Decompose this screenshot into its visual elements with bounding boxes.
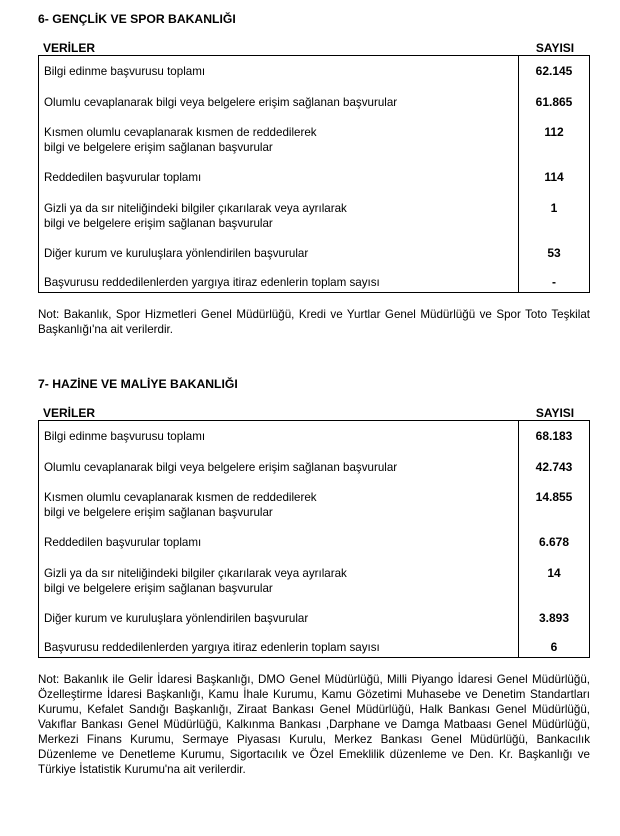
row-value: 61.865 xyxy=(535,95,573,109)
row-label: Reddedilen başvurular toplamı xyxy=(39,163,519,193)
row-label: Kısmen olumlu cevaplanarak kısmen de reddedilerek bilgi ve belgelere erişim sağlanan başvurular xyxy=(39,483,519,528)
table-row xyxy=(39,239,590,269)
row-label: Diğer kurum ve kuruluşlara yönlendirilen başvurular xyxy=(39,239,519,269)
row-label: Reddedilen başvurular toplamı xyxy=(39,528,519,558)
row-label: Olumlu cevaplanarak bilgi veya belgelere erişim sağlanan başvurular xyxy=(39,88,519,118)
data-table xyxy=(38,421,590,658)
table-row xyxy=(39,193,590,239)
row-value: 14 xyxy=(547,566,561,580)
table-row xyxy=(39,483,590,528)
row-value: 1 xyxy=(550,201,558,215)
column-header-sayisi: SAYISI xyxy=(535,406,575,420)
row-label: Gizli ya da sır niteliğindeki bilgiler çıkarılarak veya ayrılarak bilgi ve belgelere erişim sağlanan başvurular xyxy=(39,558,519,604)
section-hazine-maliye xyxy=(38,377,590,777)
row-value: 62.145 xyxy=(535,64,573,78)
row-value: 6 xyxy=(550,640,558,654)
table-row xyxy=(39,604,590,634)
row-label: Bilgi edinme başvurusu toplamı xyxy=(39,56,519,88)
section-genclik-spor xyxy=(38,12,590,337)
table-row xyxy=(39,634,590,657)
table-row xyxy=(39,118,590,163)
section-title: 7- HAZİNE VE MALİYE BAKANLIĞI xyxy=(38,377,238,391)
row-value: 53 xyxy=(547,246,561,260)
note-text: Not: Bakanlık, Spor Hizmetleri Genel Müdürlüğü, Kredi ve Yurtlar Genel Müdürlüğü ve Spor Toto Teşkilat Başkanlığı'na ait verilerdir. xyxy=(38,307,590,336)
row-value: 112 xyxy=(544,125,564,139)
data-table xyxy=(38,56,590,293)
row-value: 42.743 xyxy=(535,460,573,474)
row-value: 14.855 xyxy=(535,490,573,504)
row-value: 6.678 xyxy=(538,535,570,549)
row-label: Olumlu cevaplanarak bilgi veya belgelere erişim sağlanan başvurular xyxy=(39,453,519,483)
row-label: Başvurusu reddedilenlerden yargıya itiraz edenlerin toplam sayısı xyxy=(39,634,519,657)
row-label: Gizli ya da sır niteliğindeki bilgiler çıkarılarak veya ayrılarak bilgi ve belgelere erişim sağlanan başvurular xyxy=(39,193,519,239)
section-title: 6- GENÇLİK VE SPOR BAKANLIĞI xyxy=(38,12,236,26)
table-row xyxy=(39,56,590,88)
table-row xyxy=(39,88,590,118)
table-row xyxy=(39,421,590,453)
table-row xyxy=(39,453,590,483)
column-header-sayisi: SAYISI xyxy=(535,41,575,55)
note-text: Not: Bakanlık ile Gelir İdaresi Başkanlığı, DMO Genel Müdürlüğü, Milli Piyango İdaresi Genel Müdürlüğü, Özelleştirme İdaresi Başkanlığı, Kamu İhale Kurumu, Kamu Gözetimi Muhasebe ve Denetim Standartları Kurumu, Kefalet Sandığı Başkanlığı, Ziraat Bankası Genel Müdürlüğü, Halk Bankası Genel Müdürlüğü, Vakıflar Bankası Genel Müdürlüğü, Kalkınma Bankası ,Darphane ve Damga Matbaası Genel Müdürlüğü, Merkezi Finans Kurumu, Sermaye Piyasası Kurulu, Merkez Bankası Genel Müdürlüğü, Bankacılık Düzenleme ve Denetleme Kurumu, Sigortacılık ve Özel Emeklilik düzenleme ve Den. Kr. Başkanlığı ve Türkiye İstatistik Kurumu'na ait verilerdir. xyxy=(38,672,590,776)
table-header xyxy=(38,403,590,421)
table-row xyxy=(39,528,590,558)
column-header-veriler: VERİLER xyxy=(43,41,96,55)
row-value: 68.183 xyxy=(535,429,573,443)
row-label: Diğer kurum ve kuruluşlara yönlendirilen başvurular xyxy=(39,604,519,634)
table-row xyxy=(39,558,590,604)
table-row xyxy=(39,163,590,193)
row-value: - xyxy=(552,275,556,289)
row-label: Başvurusu reddedilenlerden yargıya itiraz edenlerin toplam sayısı xyxy=(39,269,519,292)
table-row xyxy=(39,269,590,292)
row-label: Bilgi edinme başvurusu toplamı xyxy=(39,421,519,453)
table-header xyxy=(38,38,590,56)
row-value: 114 xyxy=(544,170,564,184)
column-header-veriler: VERİLER xyxy=(43,406,96,420)
row-value: 3.893 xyxy=(538,611,570,625)
row-label: Kısmen olumlu cevaplanarak kısmen de reddedilerek bilgi ve belgelere erişim sağlanan başvurular xyxy=(39,118,519,163)
